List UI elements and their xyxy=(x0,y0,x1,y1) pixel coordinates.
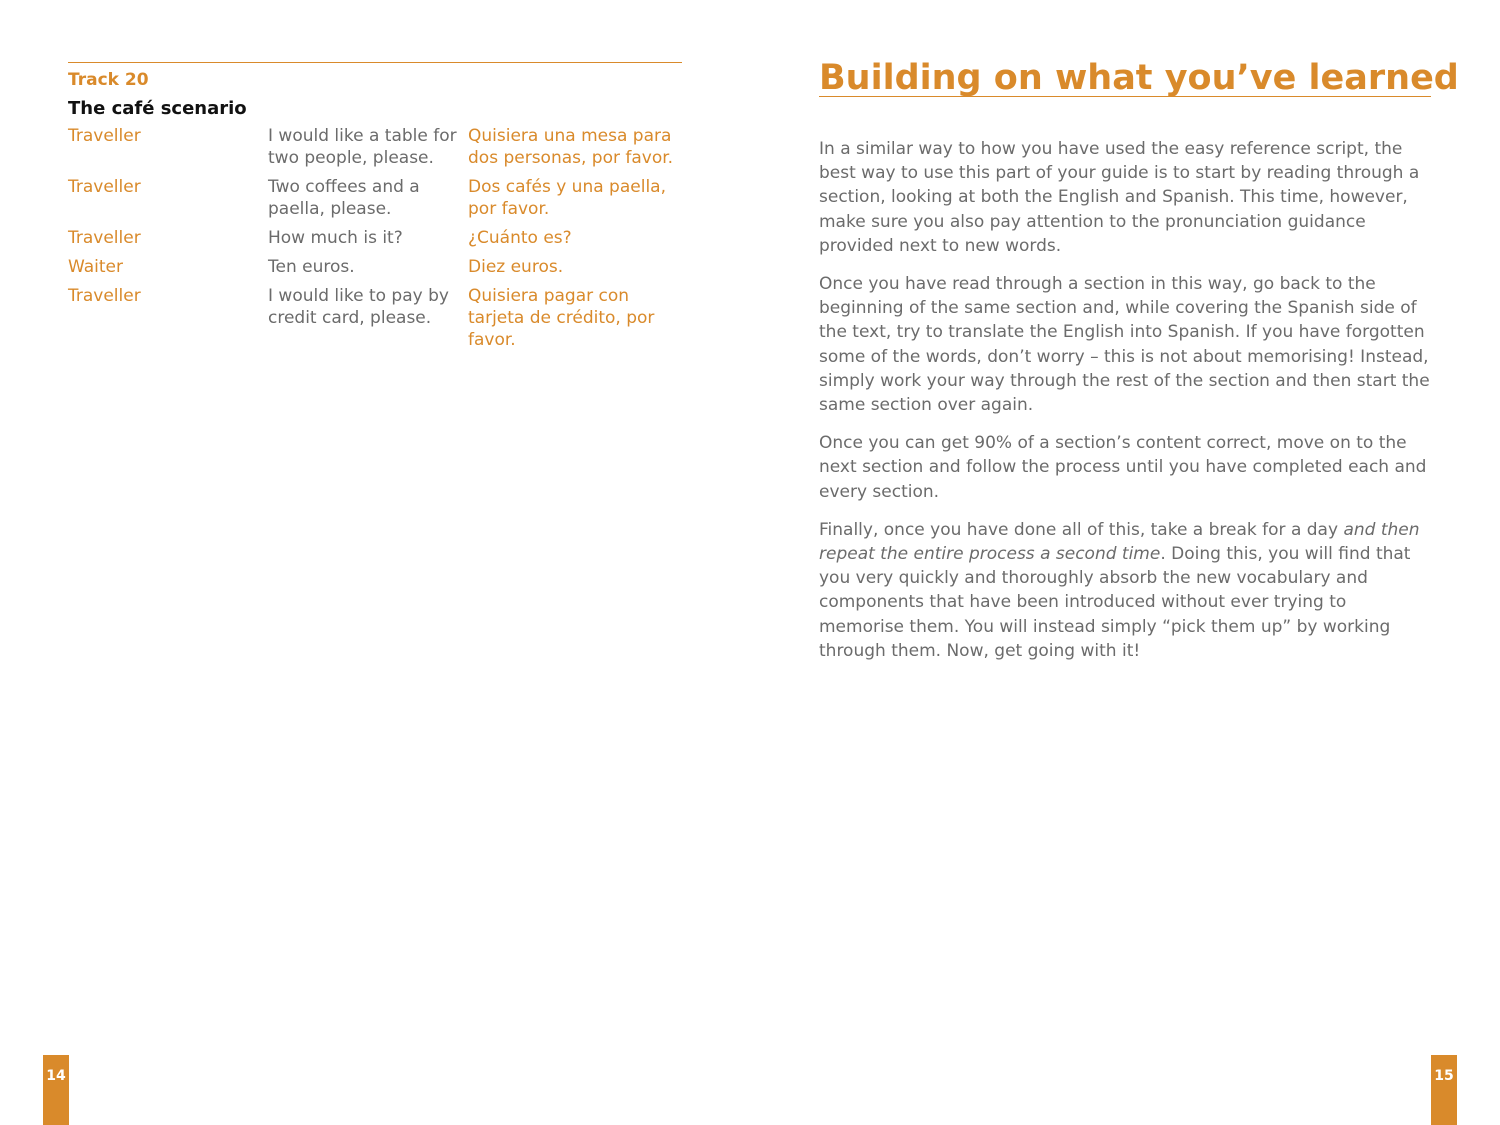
page-number: 14 xyxy=(46,1068,66,1084)
left-page xyxy=(68,62,682,358)
dialogue-table xyxy=(68,125,682,351)
final-paragraph-emphasis: and then repeat the entire process a second time xyxy=(819,519,1420,565)
english-phrase: Ten euros. xyxy=(268,257,355,277)
spanish-phrase: Quisiera pagar con tarjeta de crédito, por favor. xyxy=(468,286,655,350)
dialogue-row xyxy=(68,227,682,249)
dialogue-row xyxy=(68,256,682,278)
final-paragraph xyxy=(819,518,1431,663)
dialogue-row xyxy=(68,176,682,220)
spanish-phrase: Diez euros. xyxy=(468,257,564,277)
paragraph: Once you can get 90% of a section’s content correct, move on to the next section and follow the process until you have completed each and every section. xyxy=(819,433,1427,502)
page-heading: Building on what you’ve learned xyxy=(819,58,1459,98)
page-number-tab-right xyxy=(1431,1055,1457,1125)
dialogue-row xyxy=(68,285,682,351)
spanish-phrase: Dos cafés y una paella, por favor. xyxy=(468,177,666,219)
english-phrase: I would like to pay by credit card, please. xyxy=(268,286,449,328)
speaker: Traveller xyxy=(68,177,141,197)
scenario-title: The café scenario xyxy=(68,98,247,119)
track-label: Track 20 xyxy=(68,70,149,90)
english-phrase: I would like a table for two people, please. xyxy=(268,126,457,168)
page-number: 15 xyxy=(1434,1068,1454,1084)
final-paragraph-end: . Doing this, you will find that you very quickly and thoroughly absorb the new vocabulary and components that have been introduced without ever trying to memorise them. You will instead simply “pick them up” by working through them. Now, get going with it! xyxy=(819,544,1411,661)
english-phrase: Two coffees and a paella, please. xyxy=(268,177,420,219)
spanish-phrase: ¿Cuánto es? xyxy=(468,228,572,248)
speaker: Traveller xyxy=(68,126,141,146)
right-page xyxy=(819,58,1459,677)
english-phrase: How much is it? xyxy=(268,228,403,248)
final-paragraph-start: Finally, once you have done all of this, take a break for a day xyxy=(819,519,1344,540)
body-text xyxy=(819,137,1431,663)
speaker: Traveller xyxy=(68,286,141,306)
top-rule xyxy=(68,62,682,63)
spanish-phrase: Quisiera una mesa para dos personas, por favor. xyxy=(468,126,674,168)
speaker: Waiter xyxy=(68,257,123,277)
paragraph: Once you have read through a section in this way, go back to the beginning of the same section and, while covering the Spanish side of the text, try to translate the English into Spanish. If you have forgotten some of the words, don’t worry – this is not about memorising! Instead, simply work your way through the rest of the section and then start the same section over again. xyxy=(819,274,1430,416)
dialogue-row xyxy=(68,125,682,169)
paragraph: In a similar way to how you have used the easy reference script, the best way to use this part of your guide is to start by reading through a section, looking at both the English and Spanish. This time, however, make sure you also pay attention to the pronunciation guidance provided next to new words. xyxy=(819,139,1420,256)
speaker: Traveller xyxy=(68,228,141,248)
page-number-tab-left xyxy=(43,1055,69,1125)
